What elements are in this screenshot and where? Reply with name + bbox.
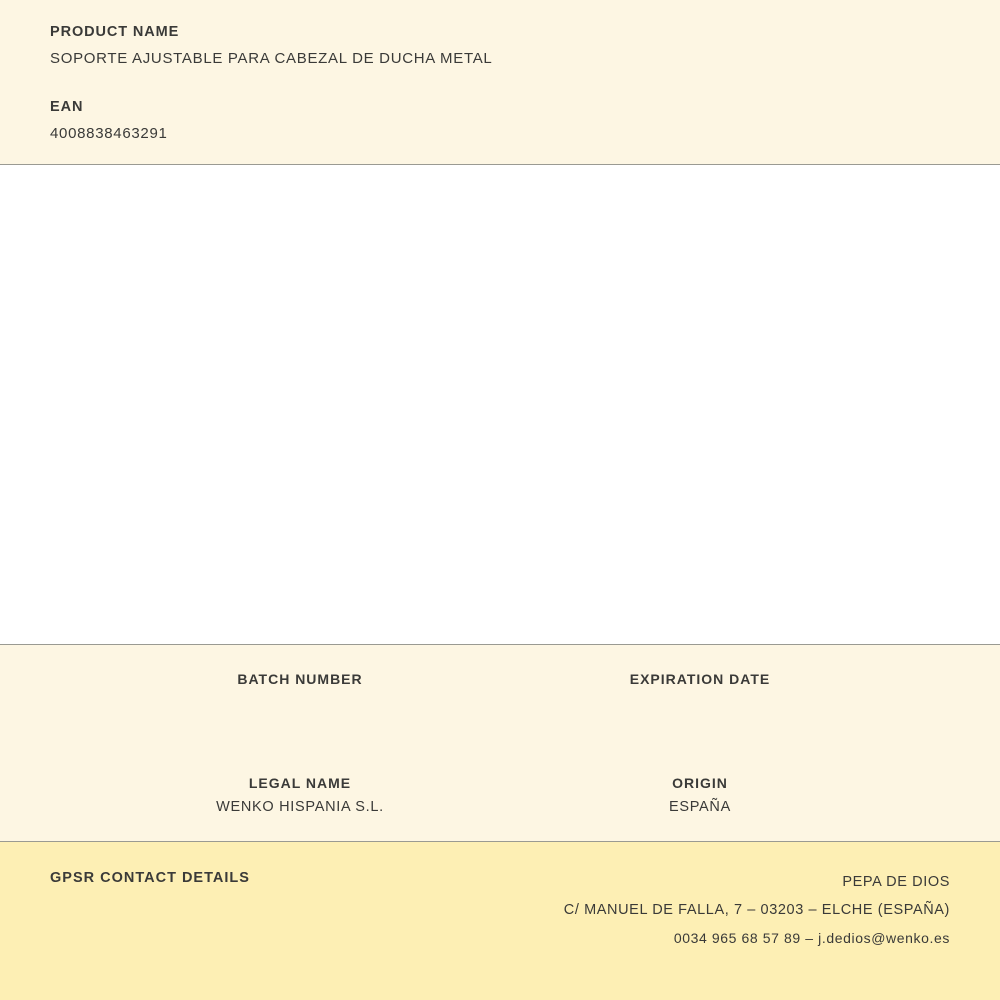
details-row-batch-expiration bbox=[0, 671, 1000, 713]
legal-name-label: LEGAL NAME bbox=[248, 775, 352, 791]
origin-value: ESPAÑA bbox=[669, 799, 731, 815]
product-name-value: SOPORTE AJUSTABLE PARA CABEZAL DE DUCHA METAL bbox=[50, 50, 493, 67]
gpsr-contact-phone-email: 0034 965 68 57 89 – j.dedios@wenko.es bbox=[673, 930, 950, 946]
expiration-date-value bbox=[500, 695, 900, 713]
gpsr-contact-details-label: GPSR CONTACT DETAILS bbox=[50, 870, 250, 886]
batch-number-label: BATCH NUMBER bbox=[237, 671, 363, 687]
ean-value: 4008838463291 bbox=[50, 125, 168, 142]
legal-name-field bbox=[100, 775, 500, 817]
gpsr-footer-block bbox=[0, 842, 1000, 1000]
batch-number-field bbox=[100, 671, 500, 713]
product-details-block bbox=[0, 645, 1000, 842]
legal-name-value: WENKO HISPANIA S.L. bbox=[216, 799, 384, 815]
expiration-date-field bbox=[500, 671, 900, 713]
gpsr-contact-person: PEPA DE DIOS bbox=[842, 874, 950, 890]
expiration-date-label: EXPIRATION DATE bbox=[629, 671, 771, 687]
origin-label: ORIGIN bbox=[672, 775, 728, 791]
product-image-area bbox=[0, 165, 1000, 645]
origin-field bbox=[500, 775, 900, 817]
batch-number-value bbox=[100, 695, 500, 713]
product-name-label: PRODUCT NAME bbox=[50, 24, 180, 40]
product-header-block bbox=[0, 0, 1000, 165]
details-row-legal-origin bbox=[0, 775, 1000, 817]
ean-label: EAN bbox=[50, 99, 84, 115]
product-name-field bbox=[50, 24, 950, 67]
ean-field bbox=[50, 99, 950, 142]
gpsr-contact-info bbox=[564, 868, 950, 952]
gpsr-contact-address: C/ MANUEL DE FALLA, 7 – 03203 – ELCHE (ESPAÑA) bbox=[563, 902, 950, 918]
